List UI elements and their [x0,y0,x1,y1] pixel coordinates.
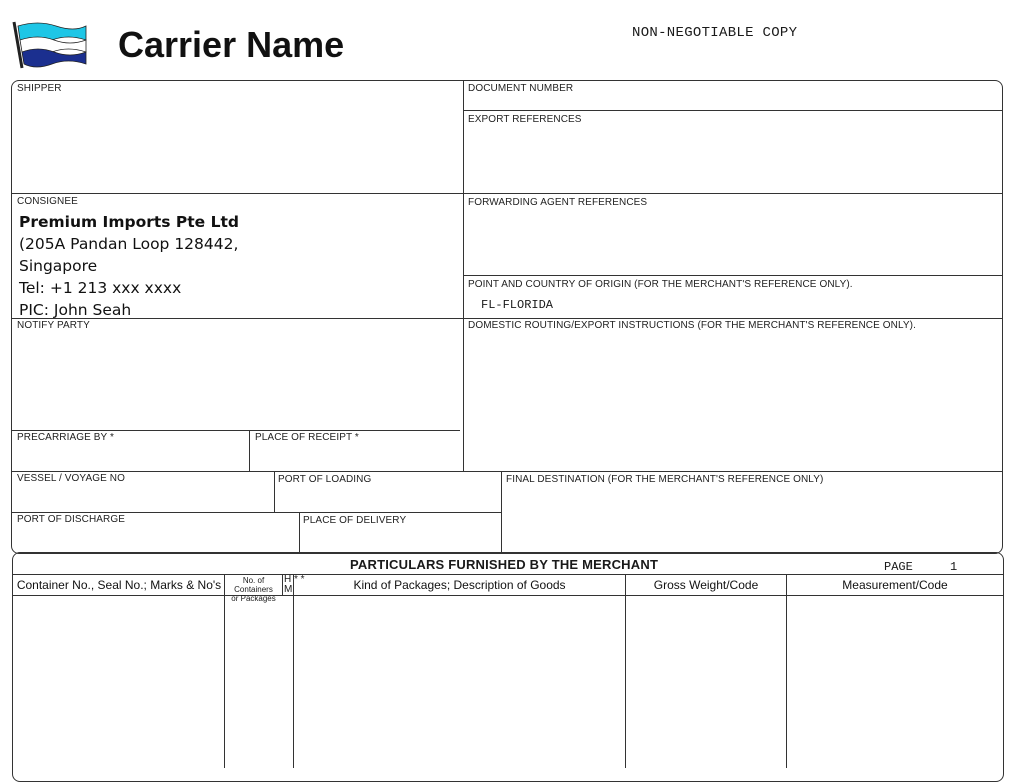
final-destination-label: FINAL DESTINATION (FOR THE MERCHANT'S REFERENCE ONLY) [506,474,824,485]
divider [274,472,275,513]
place-of-receipt-label: PLACE OF RECEIPT * [255,432,359,443]
forwarding-agent-label: FORWARDING AGENT REFERENCES [468,197,648,208]
domestic-routing-label: DOMESTIC ROUTING/EXPORT INSTRUCTIONS (FOR THE MERCHANT'S REFERENCE ONLY). [468,320,916,331]
divider [224,575,225,768]
col-hm-top: H * * [284,574,305,585]
consignee-details [19,211,239,321]
divider [293,575,294,768]
divider [12,512,502,513]
particulars-title: PARTICULARS FURNISHED BY THE MERCHANT [350,557,659,572]
col-num-containers-line1: No. of Containers [234,576,273,594]
port-of-loading-label: PORT OF LOADING [278,474,372,485]
copy-type: NON-NEGOTIABLE COPY [632,25,798,41]
col-kind-header: Kind of Packages; Description of Goods [353,578,566,592]
divider [463,81,464,472]
page-label: PAGE [884,560,913,574]
consignee-address-line2: Singapore [19,257,98,275]
precarriage-label: PRECARRIAGE BY * [17,432,115,443]
consignee-name: Premium Imports Pte Ltd [19,213,239,231]
col-num-containers-header [225,576,282,603]
col-measurement-header: Measurement/Code [842,578,948,592]
point-of-origin-label: POINT AND COUNTRY OF ORIGIN (FOR THE MERCHANT'S REFERENCE ONLY). [468,279,853,290]
divider [13,595,1003,596]
divider [12,471,1002,472]
col-num-containers-line2: or Packages [231,594,276,603]
shipper-label: SHIPPER [17,83,62,94]
consignee-label: CONSIGNEE [17,196,78,207]
document-number-label: DOCUMENT NUMBER [468,83,574,94]
col-container-header: Container No., Seal No.; Marks & No's [16,578,222,592]
divider [625,575,626,768]
col-hm-bottom: M [284,584,293,595]
divider [299,513,300,553]
divider [12,430,460,431]
page-number: 1 [950,560,958,574]
consignee-address-line1: (205A Pandan Loop 128442, [19,235,239,253]
notify-party-label: NOTIFY PARTY [17,320,90,331]
col-gross-weight-header: Gross Weight/Code [653,578,759,592]
divider [464,275,1002,276]
place-of-delivery-label: PLACE OF DELIVERY [303,515,407,526]
carrier-name: Carrier Name [118,24,345,65]
consignee-tel: Tel: +1 213 xxx xxxx [19,279,182,297]
divider [13,574,1003,575]
divider [282,575,283,595]
divider [786,575,787,768]
carrier-flag-logo [8,18,88,70]
divider [12,193,1002,194]
divider [464,110,1002,111]
port-of-discharge-label: PORT OF DISCHARGE [17,514,126,525]
origin-value: FL-FLORIDA [481,298,554,312]
divider [249,431,250,472]
vessel-voyage-label: VESSEL / VOYAGE NO [17,473,125,484]
consignee-pic: PIC: John Seah [19,301,132,319]
export-references-label: EXPORT REFERENCES [468,114,582,125]
